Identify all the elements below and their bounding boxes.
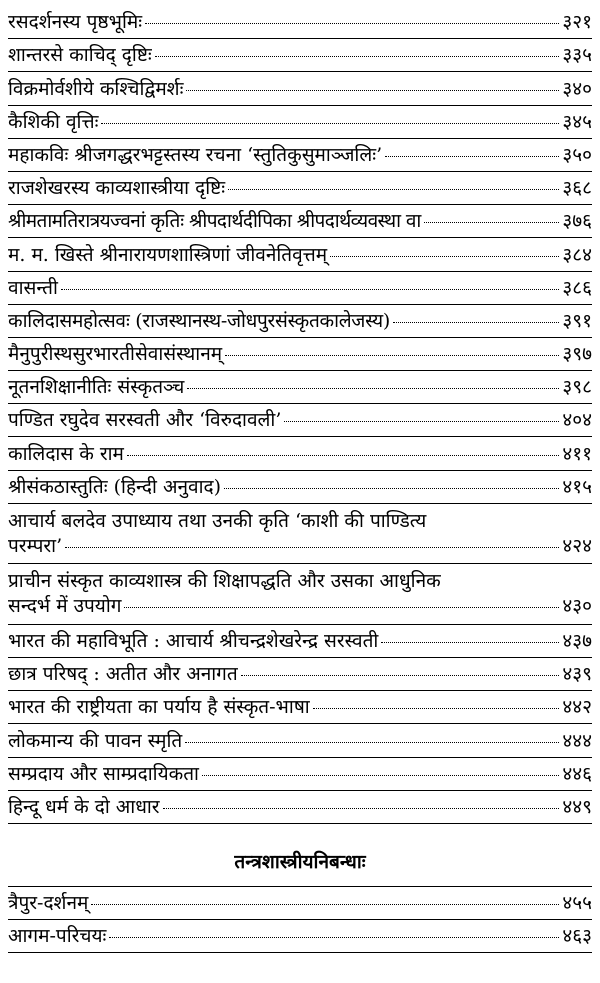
- dot-leader: [145, 23, 559, 24]
- entry-page-number: ४४९: [562, 795, 592, 818]
- dot-leader: [124, 607, 559, 608]
- toc-entry: [8, 404, 592, 437]
- entry-title: आगम-परिचयः: [8, 925, 107, 948]
- toc-entry: [8, 205, 592, 238]
- dot-leader: [385, 156, 559, 157]
- dot-leader: [163, 808, 560, 809]
- entry-title: सम्प्रदाय और साम्प्रदायिकता: [8, 762, 199, 785]
- entry-title: विक्रमोर्वशीये कश्चिद्विमर्शः: [8, 77, 184, 100]
- toc-entry: [8, 887, 592, 920]
- entry-page-number: ४३०: [562, 595, 592, 618]
- toc-entry: [8, 625, 592, 658]
- toc-entry: [8, 39, 592, 72]
- section-heading: तन्त्रशास्त्रीयनिबन्धाः: [8, 824, 592, 887]
- toc-entry: [8, 658, 592, 691]
- entry-page-number: ४०४: [562, 409, 592, 432]
- toc-entry: [8, 758, 592, 791]
- entry-title: लोकमान्य की पावन स्मृति: [8, 729, 183, 752]
- toc-entry: [8, 338, 592, 371]
- dot-leader: [284, 421, 559, 422]
- dot-leader: [155, 56, 560, 57]
- dot-leader: [424, 222, 560, 223]
- entry-page-number: ३३५: [562, 44, 592, 67]
- entry-title: मैनुपुरीस्थसुरभारतीसेवासंस्थानम्: [8, 343, 223, 366]
- entry-page-number: ३८४: [562, 243, 592, 266]
- entry-title: त्रैपुर-दर्शनम्: [8, 892, 89, 915]
- entry-title: शान्तरसे काचिद् दृष्टिः: [8, 44, 152, 67]
- toc-entry: [8, 437, 592, 470]
- entry-page-number: ३२१: [562, 11, 592, 34]
- entry-page-number: ३७६: [562, 210, 592, 233]
- entry-page-number: ४४२: [562, 696, 592, 719]
- toc-entry: [8, 172, 592, 205]
- entry-title: रसदर्शनस्य पृष्ठभूमिः: [8, 11, 143, 34]
- toc-entry: [8, 139, 592, 172]
- dot-leader: [65, 547, 559, 548]
- entry-title: श्रीमतामतिरात्रयज्वनां कृतिः श्रीपदार्थदीपिका श्रीपदार्थव्यवस्था वा: [8, 210, 421, 233]
- entry-title-line-1: प्राचीन संस्कृत काव्यशास्त्र की शिक्षापद्धति और उसका आधुनिक: [8, 570, 441, 593]
- entry-page-number: ३९७: [562, 343, 592, 366]
- dot-leader: [313, 708, 560, 709]
- entry-title: पण्डित रघुदेव सरस्वती और ‘विरुदावली’: [8, 409, 282, 432]
- entry-page-number: ४२४: [562, 534, 592, 557]
- entry-page-number: ३४५: [562, 110, 592, 133]
- toc-entry: [8, 305, 592, 338]
- dot-leader: [109, 937, 559, 938]
- contents-list: [8, 6, 592, 953]
- dot-leader: [187, 388, 559, 389]
- entry-page-number: ४४४: [562, 729, 592, 752]
- entry-page-number: ४१५: [562, 475, 592, 498]
- entry-page-number: ३४०: [562, 77, 592, 100]
- entry-title: म. म. खिस्ते श्रीनारायणशास्त्रिणां जीवनेतिवृत्तम्: [8, 243, 328, 266]
- toc-entry-multiline: [8, 564, 592, 625]
- toc-entry: [8, 691, 592, 724]
- toc-entry: [8, 272, 592, 305]
- dot-leader: [393, 322, 559, 323]
- entry-page-number: ३५०: [562, 143, 592, 166]
- toc-entry: [8, 238, 592, 271]
- toc-entry: [8, 371, 592, 404]
- entry-title: हिन्दू धर्म के दो आधार: [8, 795, 160, 818]
- entry-title-line-2: परम्परा’: [8, 534, 63, 557]
- entry-title: वासन्ती: [8, 276, 58, 299]
- entry-page-number: ३९८: [562, 376, 592, 399]
- entry-title: श्रीसंकठास्तुतिः (हिन्दी अनुवाद): [8, 475, 222, 498]
- entry-title: भारत की राष्ट्रीयता का पर्याय है संस्कृत-भाषा: [8, 696, 310, 719]
- dot-leader: [127, 455, 559, 456]
- dot-leader: [225, 355, 559, 356]
- entry-title: कैशिकी वृत्तिः: [8, 110, 99, 133]
- entry-title-line-2: सन्दर्भ में उपयोग: [8, 595, 122, 618]
- toc-entry: [8, 471, 592, 504]
- entry-page-number: ४३९: [562, 663, 592, 686]
- toc-entry-multiline: [8, 504, 592, 565]
- entry-page-number: ४४६: [562, 762, 592, 785]
- entry-page-number: ४६३: [562, 925, 592, 948]
- dot-leader: [224, 488, 559, 489]
- dot-leader: [241, 675, 560, 676]
- entry-title: महाकविः श्रीजगद्धरभट्टस्तस्य रचना ‘स्तुतिकुसुमाञ्जलिः’: [8, 143, 383, 166]
- dot-leader: [61, 289, 559, 290]
- dot-leader: [202, 775, 559, 776]
- entry-page-number: ४११: [562, 442, 592, 465]
- toc-entry: [8, 920, 592, 953]
- entry-page-number: ३८६: [562, 276, 592, 299]
- entry-title: कालिदासमहोत्सवः (राजस्थानस्थ-जोधपुरसंस्कृतकालेजस्य): [8, 309, 390, 332]
- entry-title: नूतनशिक्षानीतिः संस्कृतञ्च: [8, 376, 185, 399]
- entry-page-number: ३९१: [562, 309, 592, 332]
- entry-title-line-1: आचार्य बलदेव उपाध्याय तथा उनकी कृति ‘काशी की पाण्डित्य: [8, 509, 427, 532]
- dot-leader: [186, 90, 559, 91]
- entry-title: छात्र परिषद् : अतीत और अनागत: [8, 663, 238, 686]
- entry-title: राजशेखरस्य काव्यशास्त्रीया दृष्टिः: [8, 177, 226, 200]
- entry-page-number: ३६८: [562, 177, 592, 200]
- entry-title: भारत की महाविभूति : आचार्य श्रीचन्द्रशेखरेन्द्र सरस्वती: [8, 630, 379, 652]
- dot-leader: [228, 189, 559, 190]
- toc-entry: [8, 791, 592, 824]
- dot-leader: [101, 123, 559, 124]
- entry-title: कालिदास के राम: [8, 442, 124, 465]
- entry-page-number: ४५५: [562, 892, 592, 915]
- toc-entry: [8, 6, 592, 39]
- dot-leader: [91, 904, 559, 905]
- entry-page-number: ४३७: [562, 630, 592, 652]
- dot-leader: [381, 642, 559, 643]
- toc-entry: [8, 72, 592, 105]
- dot-leader: [185, 742, 559, 743]
- toc-entry: [8, 724, 592, 757]
- toc-entry: [8, 106, 592, 139]
- dot-leader: [330, 256, 559, 257]
